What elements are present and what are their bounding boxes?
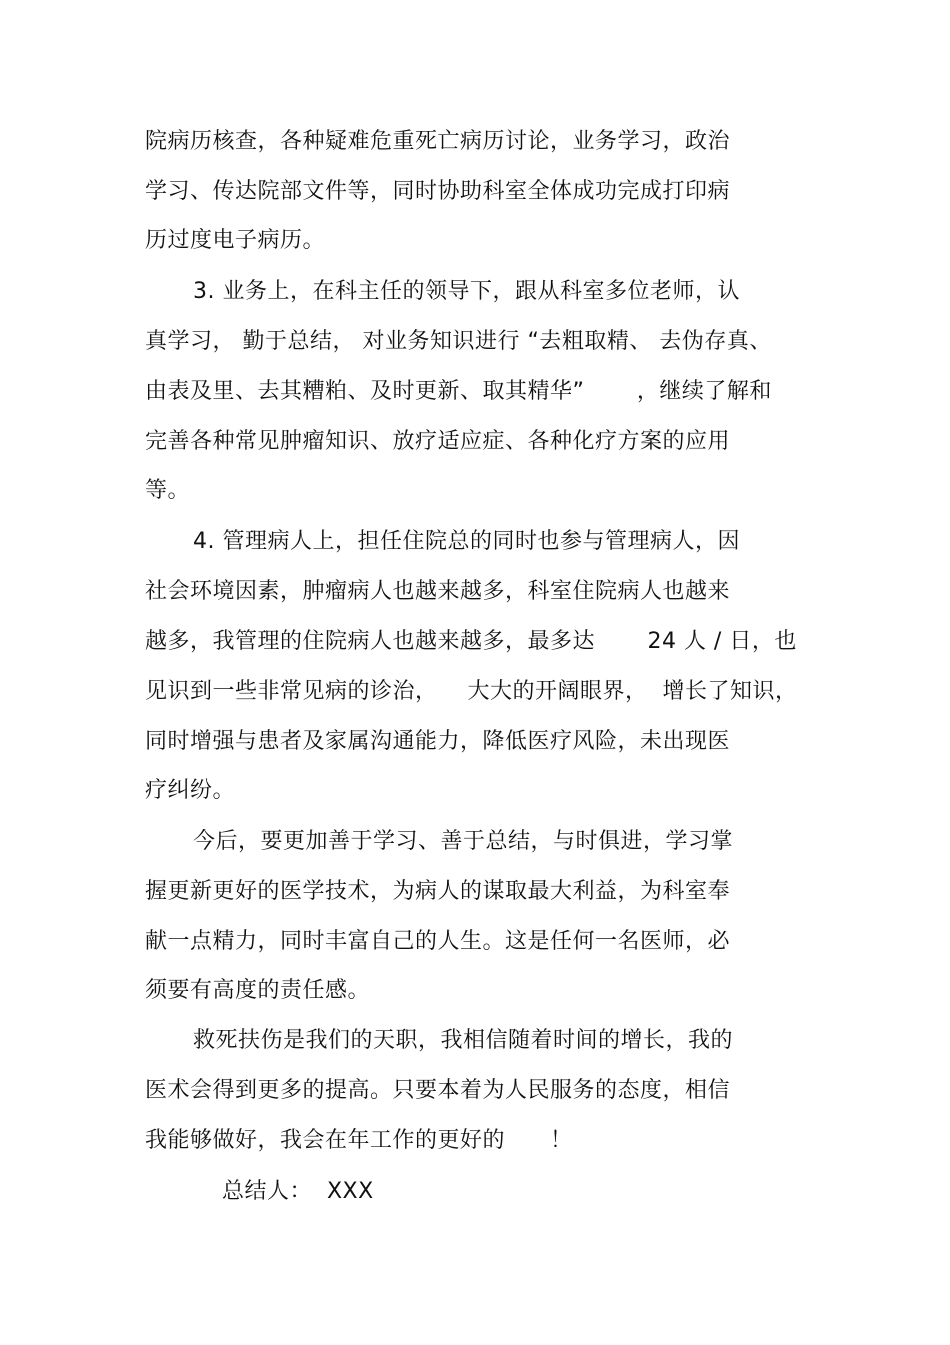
text-line: 历过度电子病历。 <box>145 228 326 253</box>
text-line: 同时增强与患者及家属沟通能力，降低医疗风险，未出现医 <box>145 729 731 754</box>
text-line: 等。 <box>145 478 191 503</box>
paragraph-4-start: 4. 管理病人上，担任住院总的同时也参与管理病人，因 <box>193 529 740 554</box>
text-line: 献一点精力，同时丰富自己的人生。这是任何一名医师，必 <box>145 929 731 954</box>
text-line: 握更新更好的医学技术，为病人的谋取最大利益，为科室奉 <box>145 879 731 904</box>
text-line: 学习、传达院部文件等，同时协助科室全体成功完成打印病 <box>145 179 731 204</box>
text-line: 见识到一些非常见病的诊治， 大大的开阔眼界， 增长了知识， <box>145 679 798 704</box>
text-line: 须要有高度的责任感。 <box>145 978 371 1003</box>
text-line: 真学习， 勤于总结， 对业务知识进行 “去粗取精、 去伪存真、 <box>145 329 772 354</box>
text-line: 完善各种常见肿瘤知识、放疗适应症、各种化疗方案的应用 <box>145 429 731 454</box>
text-line: 社会环境因素，肿瘤病人也越来越多，科室住院病人也越来 <box>145 579 731 604</box>
paragraph-future-start: 今后，要更加善于学习、善于总结，与时俱进，学习掌 <box>193 829 734 854</box>
text-line: 疗纠纷。 <box>145 778 236 803</box>
paragraph-closing-start: 救死扶伤是我们的天职，我相信随着时间的增长，我的 <box>193 1028 734 1053</box>
text-line: 院病历核查，各种疑难危重死亡病历讨论，业务学习，政治 <box>145 129 731 154</box>
paragraph-3-start: 3. 业务上，在科主任的领导下，跟从科室多位老师，认 <box>193 279 740 304</box>
text-line: 我能够做好，我会在年工作的更好的 ！ <box>145 1128 573 1153</box>
text-line: 由表及里、去其糟粕、及时更新、取其精华” ，继续了解和 <box>145 379 772 404</box>
signature-line: 总结人： XXX <box>222 1179 374 1204</box>
text-line: 越多，我管理的住院病人也越来越多，最多达 24 人 / 日，也 <box>145 629 797 654</box>
text-line: 医术会得到更多的提高。只要本着为人民服务的态度，相信 <box>145 1078 731 1103</box>
